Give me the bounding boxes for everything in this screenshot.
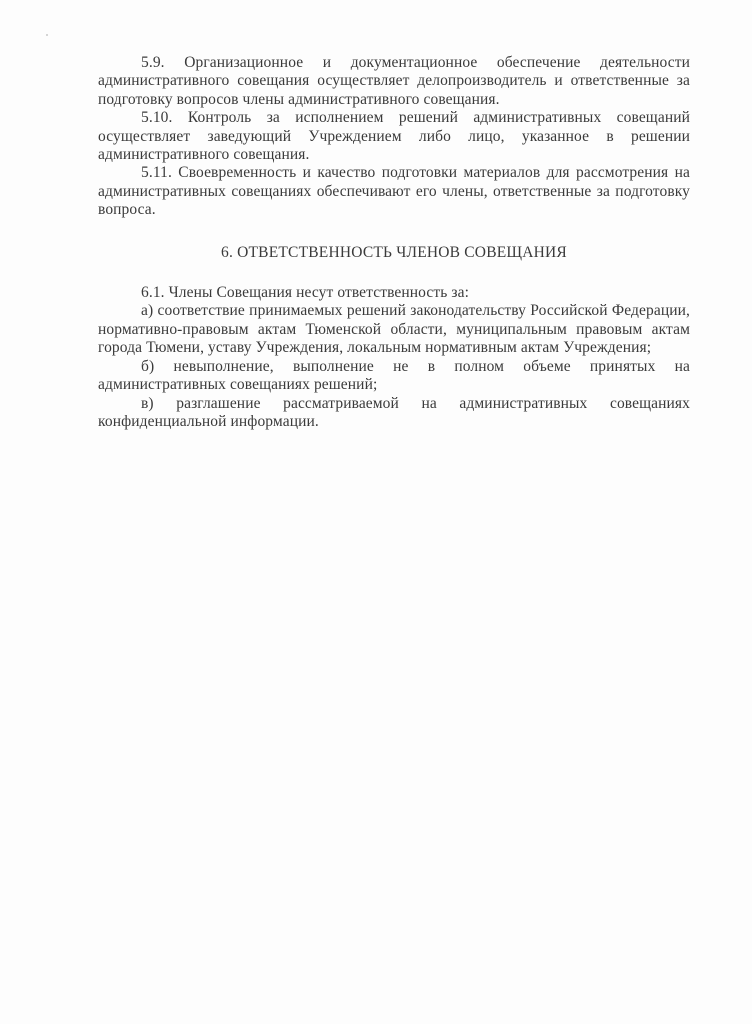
paragraph-5-9: 5.9. Организационное и документационное обеспечение деятельности административного совещания осуществляет делопроизводитель и ответственные за подготовку вопросов члены административного совещания. — [98, 54, 690, 108]
list-item-b: б) невыполнение, выполнение не в полном объеме принятых на административных совещаниях решений; — [98, 357, 690, 394]
paragraph-6-1: 6.1. Члены Совещания несут ответственность за: — [141, 284, 470, 302]
document-body — [98, 54, 690, 431]
list-item-c: в) разглашение рассматриваемой на административных совещаниях конфиденциальной информации. — [98, 394, 690, 430]
section-heading-6: 6. ОТВЕТСТВЕННОСТЬ ЧЛЕНОВ СОВЕЩАНИЯ — [221, 243, 567, 261]
paragraph-5-10: 5.10. Контроль за исполнением решений административных совещаний осуществляет заведующий Учреждением либо лицо, указанное в решении административного совещания. — [98, 109, 690, 164]
scan-speck — [46, 34, 48, 36]
paragraph-5-11: 5.11. Своевременность и качество подготовки материалов для рассмотрения на административных совещаниях обеспечивают его члены, ответственные за подготовку вопроса. — [98, 164, 690, 219]
list-item-a: а) соответствие принимаемых решений законодательству Российской Федерации, нормативно-правовым актам Тюменской области, муниципальным правовым актам города Тюмени, уставу Учреждения, локальным нормативным актам Учреждения; — [98, 302, 690, 357]
